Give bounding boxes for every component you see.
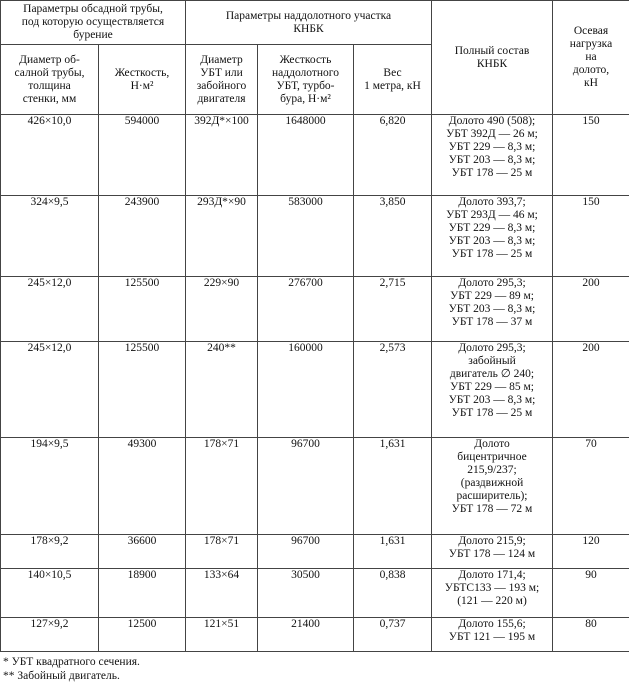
cell-weight: 6,820 bbox=[354, 115, 432, 196]
table-row bbox=[1, 277, 629, 342]
cell-bha-stiffness: 30500 bbox=[258, 569, 354, 618]
cell-casing-stiffness: 125500 bbox=[99, 342, 186, 438]
cell-composition: Долото 295,3; забойный двигатель ∅ 240; УБТ 229 — 85 м; УБТ 203 — 8,3 м; УБТ 178 — 25 м bbox=[432, 342, 553, 438]
cell-ubt: 240** bbox=[186, 342, 258, 438]
cell-ubt: 178×71 bbox=[186, 438, 258, 535]
cell-composition: Долото 490 (508); УБТ 392Д — 26 м; УБТ 229 — 8,3 м; УБТ 203 — 8,3 м; УБТ 178 — 25 м bbox=[432, 115, 553, 196]
cell-casing-stiffness: 12500 bbox=[99, 618, 186, 652]
cell-composition: Долото 155,6; УБТ 121 — 195 м bbox=[432, 618, 553, 652]
header-casing-diameter: Диаметр об- салной трубы, толщина стенки, мм bbox=[1, 45, 99, 115]
cell-composition: Долото 171,4; УБТС133 — 193 м; (121 — 220 м) bbox=[432, 569, 553, 618]
cell-load: 90 bbox=[553, 569, 629, 618]
cell-bha-stiffness: 160000 bbox=[258, 342, 354, 438]
table-row bbox=[1, 196, 629, 277]
cell-casing: 194×9,5 bbox=[1, 438, 99, 535]
cell-casing-stiffness: 594000 bbox=[99, 115, 186, 196]
table-row bbox=[1, 438, 629, 535]
cell-ubt: 133×64 bbox=[186, 569, 258, 618]
header-axial-load: Осевая нагрузка на долото, кН bbox=[553, 1, 629, 115]
cell-casing: 178×9,2 bbox=[1, 535, 99, 569]
header-casing-group: Параметры обсадной трубы, под которую осуществляется бурение bbox=[1, 1, 186, 45]
cell-casing-stiffness: 36600 bbox=[99, 535, 186, 569]
cell-weight: 1,631 bbox=[354, 535, 432, 569]
cell-weight: 0,737 bbox=[354, 618, 432, 652]
cell-load: 150 bbox=[553, 196, 629, 277]
cell-casing: 127×9,2 bbox=[1, 618, 99, 652]
footnote-downhole-motor: ** Забойный двигатель. bbox=[3, 670, 120, 682]
cell-casing: 324×9,5 bbox=[1, 196, 99, 277]
cell-weight: 2,715 bbox=[354, 277, 432, 342]
header-bha-stiffness: Жесткость наддолотного УБТ, турбо- бура, Н·м² bbox=[258, 45, 354, 115]
cell-bha-stiffness: 21400 bbox=[258, 618, 354, 652]
cell-ubt: 392Д*×100 bbox=[186, 115, 258, 196]
cell-load: 80 bbox=[553, 618, 629, 652]
table-row bbox=[1, 342, 629, 438]
cell-ubt: 229×90 bbox=[186, 277, 258, 342]
table-row bbox=[1, 618, 629, 652]
table-footnotes bbox=[3, 655, 140, 683]
header-bha-group: Параметры наддолотного участка КНБК bbox=[186, 1, 432, 45]
cell-casing: 245×12,0 bbox=[1, 342, 99, 438]
header-ubt-diameter: Диаметр УБТ или забойного двигателя bbox=[186, 45, 258, 115]
header-full-composition: Полный состав КНБК bbox=[432, 1, 553, 115]
cell-bha-stiffness: 583000 bbox=[258, 196, 354, 277]
cell-casing-stiffness: 18900 bbox=[99, 569, 186, 618]
cell-composition: Долото 215,9; УБТ 178 — 124 м bbox=[432, 535, 553, 569]
cell-casing: 245×12,0 bbox=[1, 277, 99, 342]
table-row bbox=[1, 569, 629, 618]
cell-bha-stiffness: 96700 bbox=[258, 535, 354, 569]
cell-load: 200 bbox=[553, 277, 629, 342]
cell-load: 150 bbox=[553, 115, 629, 196]
cell-weight: 2,573 bbox=[354, 342, 432, 438]
table-row bbox=[1, 535, 629, 569]
cell-composition: Долото 295,3; УБТ 229 — 89 м; УБТ 203 — 8,3 м; УБТ 178 — 37 м bbox=[432, 277, 553, 342]
cell-composition: Долото бицентричное 215,9/237; (раздвижной расширитель); УБТ 178 — 72 м bbox=[432, 438, 553, 535]
cell-bha-stiffness: 276700 bbox=[258, 277, 354, 342]
header-casing-stiffness: Жесткость, Н·м² bbox=[99, 45, 186, 115]
cell-load: 120 bbox=[553, 535, 629, 569]
cell-ubt: 121×51 bbox=[186, 618, 258, 652]
cell-casing-stiffness: 49300 bbox=[99, 438, 186, 535]
cell-casing: 140×10,5 bbox=[1, 569, 99, 618]
cell-ubt: 178×71 bbox=[186, 535, 258, 569]
cell-bha-stiffness: 96700 bbox=[258, 438, 354, 535]
cell-load: 70 bbox=[553, 438, 629, 535]
cell-casing: 426×10,0 bbox=[1, 115, 99, 196]
table-row bbox=[1, 115, 629, 196]
header-weight: Вес 1 метра, кН bbox=[354, 45, 432, 115]
cell-ubt: 293Д*×90 bbox=[186, 196, 258, 277]
cell-bha-stiffness: 1648000 bbox=[258, 115, 354, 196]
cell-weight: 3,850 bbox=[354, 196, 432, 277]
cell-casing-stiffness: 125500 bbox=[99, 277, 186, 342]
cell-casing-stiffness: 243900 bbox=[99, 196, 186, 277]
cell-composition: Долото 393,7; УБТ 293Д — 46 м; УБТ 229 — 8,3 м; УБТ 203 — 8,3 м; УБТ 178 — 25 м bbox=[432, 196, 553, 277]
cell-weight: 0,838 bbox=[354, 569, 432, 618]
footnote-square-section: * УБТ квадратного сечения. bbox=[3, 656, 140, 668]
cell-load: 200 bbox=[553, 342, 629, 438]
cell-weight: 1,631 bbox=[354, 438, 432, 535]
